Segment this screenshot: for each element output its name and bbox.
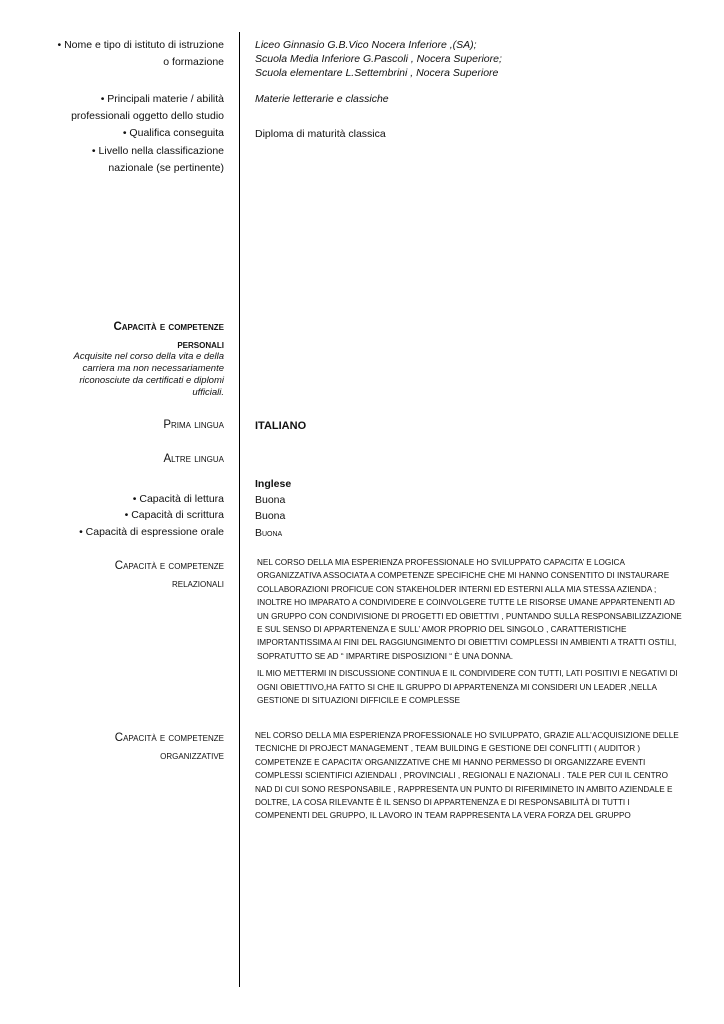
other-language-label: Altre lingua	[163, 453, 224, 465]
organizational-paragraph: NEL CORSO DELLA MIA ESPERIENZA PROFESSIONALE HO SVILUPPATO, GRAZIE ALL’ACQUISIZIONE DELLE TECNICHE DI PROJECT MANAGEMENT , TEAM BUILDING E GESTIONE DEI CONFLITTI ( AUDITOR ) COMPETENZE E CAPACITA’ ORGANIZZATIVE CHE MI HANNO PERMESSO DI ORGANIZZARE EVENTI COMPLESSI SCIENTIFICI AZIENDALI , PROVINCIALI , REGIONALI E NAZIONALI . TALE PER CUI IL CENTRO NAD DI CUI SONO RESPONSABILE , RAPPRESENTA UN PUNTO DI RIFERIMINETO IN AMBITO AZIENDALE E DOLTRE, LA COSA RILEVANTE È IL SENSO DI APPARTENENZA E DI RESPONSABILITÀ DI TUTTI I COMPENENTI DEL GRUPPO, IL LAVORO IN TEAM RAPPRESENTA LA VERA FORZA DEL GRUPPO	[255, 731, 679, 821]
institute-line: Liceo Ginnasio G.B.Vico Nocera Inferiore ,(SA);	[255, 39, 477, 51]
reading-value: Buona	[255, 494, 286, 506]
personal-heading-line-2: personali	[177, 339, 224, 351]
relational-paragraph-1: NEL CORSO DELLA MIA ESPERIENZA PROFESSIONALE HO SVILUPPATO CAPACITA’ E LOGICA ORGANIZZATIVA ASSOCIATA A COMPETENZE SPECIFICHE CHE MI HANNO CONSENTITO DI INSTAURARE COLLABORAZIONI PROFICUE CON STAKEHOLDER INTERNI ED ESTERNI ALLA MIA STESSA AZIENDA ; INOLTRE HO IMPARATO A CONDIVIDERE E COINVOLGERE TUTTE LE RISORSE UMANE APPARTENENTI AD UN GRUPPO CON CONDIVISIONE DI PROGETTI ED OBIETTIVI , PUNTANDO SULLA RESPONSABILIZZAZIONE E SUL SENSO DI APPARTENENZA E SULL’ AMOR PROPRIO DEL SINGOLO , CARATTERISTICHE IMPORTANTISSIMA AI FINI DEL RAGGIUNGIMENTO DI OBIETTIVI COMPLESSI IN AMBIENTI A TRATTI OSTILI, SOPRATUTTO SE AD “ IMPARTIRE DISPOSIZIONI “ È UNA DONNA.	[257, 558, 682, 661]
level-label	[92, 143, 224, 177]
column-divider	[239, 32, 240, 987]
institute-value	[255, 38, 502, 80]
qualification-value: Diploma di maturità classica	[255, 128, 386, 140]
organizational-skills-heading	[115, 729, 224, 765]
note-line: ufficiali.	[192, 387, 224, 398]
note-line: carriera ma non necessariamente	[82, 363, 224, 374]
relational-skills-text	[255, 556, 687, 711]
personal-skills-note	[73, 351, 224, 399]
subjects-label-line-2: professionali oggetto dello studio	[71, 110, 224, 122]
subjects-label	[71, 91, 224, 125]
relational-heading-line-1: Capacità e competenze	[114, 560, 224, 572]
note-line: Acquisite nel corso della vita e della	[73, 351, 224, 362]
writing-label: • Capacità di scrittura	[124, 509, 224, 521]
organizational-heading-line-2: organizzative	[160, 750, 224, 762]
personal-skills-heading	[113, 318, 224, 354]
organizational-skills-text	[255, 729, 685, 827]
relational-skills-heading	[115, 557, 224, 593]
qualification-label: • Qualifica conseguita	[122, 127, 224, 139]
institute-label-line-2: o formazione	[163, 56, 224, 68]
level-label-line-1: • Livello nella classificazione	[91, 145, 224, 157]
oral-label: • Capacità di espressione orale	[79, 526, 224, 538]
first-language-value: ITALIANO	[255, 420, 307, 432]
first-language-label: Prima lingua	[163, 419, 224, 431]
subjects-value: Materie letterarie e classiche	[255, 93, 389, 105]
other-language-name: Inglese	[255, 478, 292, 490]
note-line: riconosciute da certificati e diplomi	[79, 375, 224, 386]
relational-paragraph-2: IL MIO METTERMI IN DISCUSSIONE CONTINUA E IL CONDIVIDERE CON TUTTI, LATI POSITIVI E NEGATIVI DI OGNI OBIETTIVO,HA FATTO SI CHE IL GRUPPO DI APPARTENENZA MI CONSIDERI UN LEADER ,NELLA GESTIONE DI SITUAZIONI DIFFICILE E COMPLESSE	[257, 669, 678, 706]
relational-heading-line-2: relazionali	[171, 578, 224, 590]
reading-label: • Capacità di lettura	[132, 493, 224, 505]
writing-value: Buona	[255, 510, 286, 522]
personal-heading-line-1: Capacità e competenze	[113, 321, 224, 333]
level-label-line-2: nazionale (se pertinente)	[108, 162, 224, 174]
institute-line: Scuola elementare L.Settembrini , Nocera Superiore	[255, 67, 499, 79]
institute-line: Scuola Media Inferiore G.Pascoli , Nocera Superiore;	[255, 53, 502, 65]
subjects-label-line-1: • Principali materie / abilità	[100, 93, 224, 105]
institute-label-line-1: • Nome e tipo di istituto di istruzione	[57, 39, 224, 51]
organizational-heading-line-1: Capacità e competenze	[114, 732, 224, 744]
oral-value: Buona	[255, 527, 283, 539]
institute-label	[57, 37, 224, 71]
